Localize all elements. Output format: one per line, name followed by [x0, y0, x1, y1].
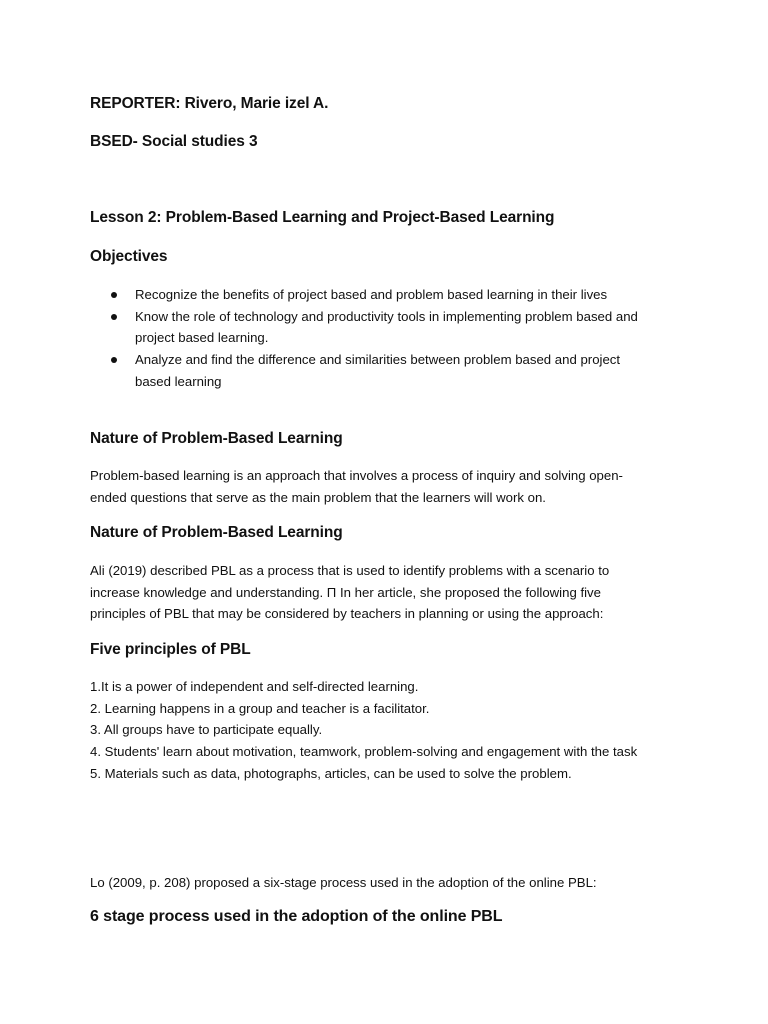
objective-text: Analyze and find the difference and similarities between problem based and project	[135, 352, 621, 368]
objective-text: Recognize the benefits of project based and problem based learning in their lives	[135, 287, 608, 302]
objective-text: project based learning.	[135, 330, 269, 346]
objective-item	[90, 306, 638, 349]
principle-item: 4. Students' learn about motivation, teamwork, problem-solving and engagement with the task	[90, 744, 638, 760]
principle-item: 2. Learning happens in a group and teacher is a facilitator.	[90, 700, 430, 716]
objective-text: based learning	[135, 373, 222, 389]
principle-item: 5. Materials such as data, photographs, articles, can be used to solve the problem.	[90, 765, 572, 781]
objective-text: Know the role of technology and productivity tools in implementing problem based and	[135, 308, 638, 324]
paragraph-line: Ali (2019) described PBL as a process that is used to identify problems with a scenario to	[90, 563, 610, 578]
principles-heading: Five principles of PBL	[90, 641, 251, 658]
objectives-list	[90, 284, 638, 393]
principle-item: 1.It is a power of independent and self-directed learning.	[90, 679, 419, 694]
bullet-icon	[111, 292, 117, 298]
nature-paragraph-1	[90, 465, 623, 508]
objectives-heading: Objectives	[90, 248, 168, 265]
six-stage-heading: 6 stage process used in the adoption of the online PBL	[90, 908, 503, 925]
section-heading-nature-2: Nature of Problem-Based Learning	[90, 524, 343, 541]
lesson-title: Lesson 2: Problem-Based Learning and Project-Based Learning	[90, 209, 555, 226]
principle-item: 3. All groups have to participate equally.	[90, 722, 323, 738]
bullet-icon	[111, 357, 117, 363]
course-line: BSED- Social studies 3	[90, 133, 258, 150]
objective-item	[90, 349, 638, 392]
lo-paragraph: Lo (2009, p. 208) proposed a six-stage process used in the adoption of the online PBL:	[90, 875, 597, 890]
paragraph-line: principles of PBL that may be considered by teachers in planning or using the approach:	[90, 606, 604, 622]
paragraph-line: Problem-based learning is an approach that involves a process of inquiry and solving open-	[90, 468, 623, 483]
paragraph-line: increase knowledge and understanding. Π In her article, she proposed the following five	[90, 584, 601, 600]
principles-list	[90, 676, 637, 785]
reporter-line: REPORTER: Rivero, Marie izel A.	[90, 95, 329, 112]
objective-item	[90, 284, 638, 306]
paragraph-line: ended questions that serve as the main problem that the learners will work on.	[90, 489, 546, 505]
bullet-icon	[111, 314, 117, 320]
section-heading-nature-1: Nature of Problem-Based Learning	[90, 430, 343, 447]
nature-paragraph-2	[90, 560, 609, 625]
